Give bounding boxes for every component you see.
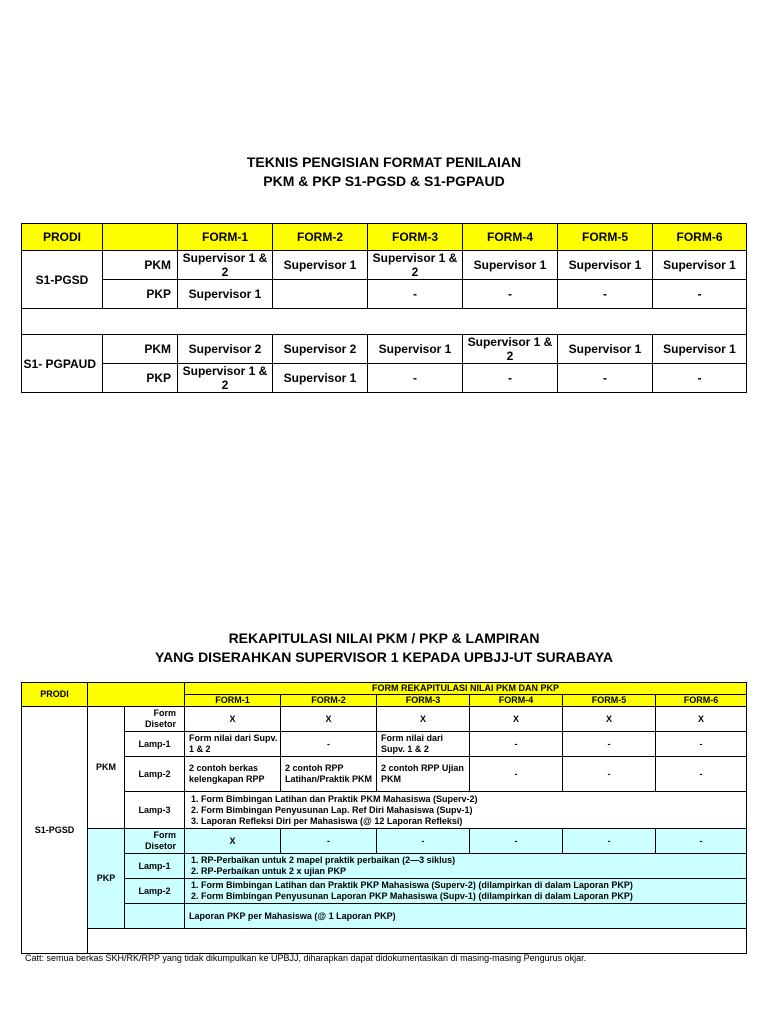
cell: - xyxy=(653,280,747,309)
list-item: 2. Form Bimbingan Penyusunan Laporan PKP Mahasiswa (Supv-1) (dilampirkan di dalam Laporan PKP) xyxy=(201,891,746,902)
table-row xyxy=(22,335,747,364)
row-label-pkm: PKM xyxy=(103,335,178,364)
cell: - xyxy=(563,757,656,792)
cell: Supervisor 1 xyxy=(653,335,747,364)
header-form-4: FORM-4 xyxy=(463,224,558,251)
pkp-lamp-2-list xyxy=(185,880,746,902)
group-pkp: PKP xyxy=(88,829,125,929)
cell: X xyxy=(563,707,656,732)
table-row xyxy=(22,829,747,854)
row-label-lamp-3: Lamp-3 xyxy=(125,792,185,829)
cell: - xyxy=(281,829,377,854)
cell: - xyxy=(653,364,747,393)
header-form-5: FORM-5 xyxy=(558,224,653,251)
cell: - xyxy=(377,829,470,854)
table1-header-row xyxy=(22,224,747,251)
header-prodi: PRODI xyxy=(22,683,88,707)
row-label-form-disetor: Form Disetor xyxy=(125,829,185,854)
cell: Supervisor 2 xyxy=(178,335,273,364)
table-row xyxy=(22,879,747,904)
cell xyxy=(273,280,368,309)
cell: - xyxy=(656,732,747,757)
cell: - xyxy=(558,280,653,309)
table-rekapitulasi xyxy=(21,682,747,954)
cell: Supervisor 1 xyxy=(273,251,368,280)
cell: X xyxy=(281,707,377,732)
cell: 2 contoh RPP Latihan/Praktik PKM xyxy=(281,757,377,792)
table-row xyxy=(22,280,747,309)
pkp-laporan-cell: Laporan PKP per Mahasiswa (@ 1 Laporan PKP) xyxy=(185,904,747,929)
cell: Form nilai dari Supv. 1 & 2 xyxy=(377,732,470,757)
table-row xyxy=(22,854,747,879)
cell: Supervisor 1 xyxy=(558,335,653,364)
cell: - xyxy=(656,757,747,792)
prodi-s1-pgsd: S1-PGSD xyxy=(22,707,88,954)
list-item: 1. Form Bimbingan Latihan dan Praktik PKP Mahasiswa (Superv-2) (dilampirkan di dalam Laporan PKP) xyxy=(201,880,746,891)
cell: Supervisor 1 xyxy=(273,364,368,393)
title2-line1: REKAPITULASI NILAI PKM / PKP & LAMPIRAN xyxy=(228,630,540,646)
cell: 2 contoh RPP Ujian PKM xyxy=(377,757,470,792)
table-row xyxy=(22,251,747,280)
list-item: 2. RP-Perbaikan untuk 2 x ujian PKP xyxy=(201,866,746,877)
table2-header-row xyxy=(22,683,747,695)
header-blank xyxy=(103,224,178,251)
row-label-lamp-2: Lamp-2 xyxy=(125,879,185,904)
table-row xyxy=(22,364,747,393)
header-form-6: FORM-6 xyxy=(653,224,747,251)
header-form-4: FORM-4 xyxy=(470,695,563,707)
pkp-lamp-2-list-cell xyxy=(185,879,747,904)
cell: X xyxy=(377,707,470,732)
lamp-3-list xyxy=(185,794,746,827)
cell: Form nilai dari Supv. 1 & 2 xyxy=(185,732,281,757)
spacer-cell xyxy=(88,929,747,954)
group-pkm: PKM xyxy=(88,707,125,829)
cell: X xyxy=(185,829,281,854)
cell: Supervisor 1 xyxy=(178,280,273,309)
row-label-lamp-1: Lamp-1 xyxy=(125,854,185,879)
cell: - xyxy=(656,829,747,854)
cell: - xyxy=(470,829,563,854)
cell: - xyxy=(368,364,463,393)
header-form-2: FORM-2 xyxy=(281,695,377,707)
row-label-form-disetor: Form Disetor xyxy=(125,707,185,732)
cell: Supervisor 1 & 2 xyxy=(178,251,273,280)
cell: - xyxy=(470,732,563,757)
title1-line2: PKM & PKP S1-PGSD & S1-PGPAUD xyxy=(263,173,505,189)
cell: - xyxy=(563,829,656,854)
header-blank xyxy=(88,683,185,707)
cell: Supervisor 1 & 2 xyxy=(463,335,558,364)
table-spacer-row xyxy=(22,929,747,954)
cell: Supervisor 2 xyxy=(273,335,368,364)
header-form-1: FORM-1 xyxy=(178,224,273,251)
cell: - xyxy=(281,732,377,757)
cell: - xyxy=(463,364,558,393)
cell: - xyxy=(558,364,653,393)
cell: - xyxy=(563,732,656,757)
cell: Supervisor 1 xyxy=(653,251,747,280)
list-item: 3. Laporan Refleksi Diri per Mahasiswa (@ 12 Laporan Refleksi) xyxy=(201,816,746,827)
pkp-lamp-1-list-cell xyxy=(185,854,747,879)
spacer-cell xyxy=(22,309,747,335)
cell: Supervisor 1 xyxy=(463,251,558,280)
table-teknis-pengisian xyxy=(21,223,747,393)
header-form-2: FORM-2 xyxy=(273,224,368,251)
lamp-3-list-cell xyxy=(185,792,747,829)
cell: Supervisor 1 xyxy=(368,335,463,364)
title1-line1: TEKNIS PENGISIAN FORMAT PENILAIAN xyxy=(246,154,522,170)
table-row xyxy=(22,904,747,929)
prodi-s1-pgsd: S1-PGSD xyxy=(22,251,103,309)
header-form-3: FORM-3 xyxy=(368,224,463,251)
cell: X xyxy=(470,707,563,732)
row-label-blank xyxy=(125,904,185,929)
cell: 2 contoh berkas kelengkapan RPP xyxy=(185,757,281,792)
list-item: 2. Form Bimbingan Penyusunan Lap. Ref Diri Mahasiswa (Supv-1) xyxy=(201,805,746,816)
header-form-1: FORM-1 xyxy=(185,695,281,707)
cell: Supervisor 1 xyxy=(558,251,653,280)
list-item: 1. RP-Perbaikan untuk 2 mapel praktik perbaikan (2—3 siklus) xyxy=(201,855,746,866)
header-form-3: FORM-3 xyxy=(377,695,470,707)
table-row xyxy=(22,792,747,829)
title2-line2: YANG DISERAHKAN SUPERVISOR 1 KEPADA UPBJJ-UT SURABAYA xyxy=(155,649,613,665)
row-label-pkm: PKM xyxy=(103,251,178,280)
list-item: 1. Form Bimbingan Latihan dan Praktik PKM Mahasiswa (Superv-2) xyxy=(201,794,746,805)
cell: X xyxy=(185,707,281,732)
cell: - xyxy=(463,280,558,309)
header-form-5: FORM-5 xyxy=(563,695,656,707)
table-row xyxy=(22,732,747,757)
header-prodi: PRODI xyxy=(22,224,103,251)
cell: Supervisor 1 & 2 xyxy=(368,251,463,280)
table-row xyxy=(22,757,747,792)
prodi-s1-pgpaud: S1- PGPAUD xyxy=(22,335,103,393)
table-spacer-row xyxy=(22,309,747,335)
header-form-6: FORM-6 xyxy=(656,695,747,707)
row-label-pkp: PKP xyxy=(103,364,178,393)
cell: X xyxy=(656,707,747,732)
pkp-lamp-1-list xyxy=(185,855,746,877)
row-label-pkp: PKP xyxy=(103,280,178,309)
table-row xyxy=(22,707,747,732)
cell: - xyxy=(368,280,463,309)
row-label-lamp-1: Lamp-1 xyxy=(125,732,185,757)
footnote: Catt: semua berkas SKH/RK/RPP yang tidak dikumpulkan ke UPBJJ, diharapkan dapat didokumentasikan di masing-masing Pengurus okjar. xyxy=(25,953,587,963)
cell: Supervisor 1 & 2 xyxy=(178,364,273,393)
header-group: FORM REKAPITULASI NILAI PKM DAN PKP xyxy=(185,683,747,695)
cell: - xyxy=(470,757,563,792)
row-label-lamp-2: Lamp-2 xyxy=(125,757,185,792)
